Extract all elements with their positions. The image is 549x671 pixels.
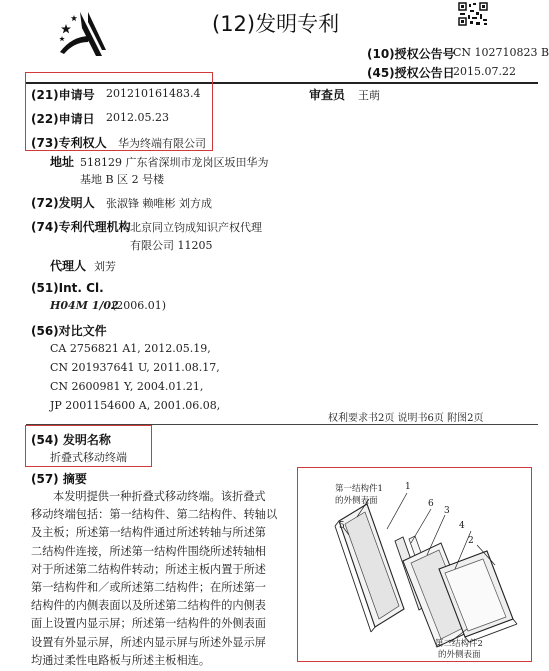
figure-callout-top-1: 第一结构件1 [335,484,383,494]
cited-ref-4: JP 2001154600 A, 2001.06.08, [50,399,221,412]
abstract-line: 面上设置内显示屏；所述第一结构件的外侧表面 [31,617,266,631]
figure-callout-bottom-2: 的外侧表面 [438,650,481,660]
address-line-1: 518129 广东省深圳市龙岗区坂田华为 [80,156,269,169]
document-title: (12)发明专利 [212,12,340,36]
abstract-line: 及主板；所述第一结构件通过所述转轴与所述第 [31,526,266,540]
figure-number-1: 1 [405,482,411,492]
abstract-line: 二结构件连接，所述第一结构件围绕所述转轴相 [31,544,266,558]
agency-line-2: 有限公司 11205 [130,239,213,252]
abstract-text [31,488,293,670]
app-date-label: (22)申请日 [31,112,95,126]
figure-callout-top-2: 的外侧表面 [335,496,378,506]
examiner-label: 审查员 [309,88,346,102]
agent-label: 代理人 [50,259,87,273]
pub-date-label: (45)授权公告日 [367,66,455,80]
agent-value: 刘芳 [94,260,116,273]
figure-callout-bottom-1: 第二结构件2 [435,639,483,649]
folding-terminal-figure [299,469,530,660]
cited-label: (56)对比文件 [31,324,107,338]
abstract-label: (57) 摘要 [31,472,87,486]
app-no-value: 201210161483.4 [106,87,201,100]
figure-number-3: 3 [444,506,450,516]
app-date-value: 2012.05.23 [106,111,169,124]
cited-ref-2: CN 201937641 U, 2011.08.17, [50,361,220,374]
app-no-label: (21)申请号 [31,88,95,102]
address-line-2: 基地 B 区 2 号楼 [80,173,165,186]
pub-date-value: 2015.07.22 [453,65,516,78]
abstract-line: 均通过柔性电路板与所述主板相连。 [31,653,211,667]
abstract-line: 对于所述第二结构件转动；所述主板内置于所述 [31,562,266,576]
agency-line-1: 北京同立钧成知识产权代理 [130,221,262,234]
address-label: 地址 [50,155,75,169]
abstract-line: 设置有外显示屏，所述内显示屏与所述外显示屏 [31,635,266,649]
patentee-value: 华为终端有限公司 [118,137,206,150]
abstract-line: 结构件的内侧表面以及所述第二结构件的内侧表 [31,599,266,613]
qr-code [458,2,488,26]
cited-ref-3: CN 2600981 Y, 2004.01.21, [50,380,204,393]
examiner-value: 王萌 [358,89,380,102]
invention-title-value: 折叠式移动终端 [50,451,127,464]
pages-info: 权利要求书2页 说明书6页 附图2页 [328,413,484,424]
figure-number-6: 6 [428,499,434,509]
abstract-line: 移动终端包括：第一结构件、第二结构件、转轴以 [31,508,278,522]
figure-number-2: 2 [468,536,474,546]
intcl-version: (2006.01) [112,299,167,312]
cited-ref-1: CA 2756821 A1, 2012.05.19, [50,342,211,355]
figure-number-4: 4 [459,521,465,531]
intcl-label: (51)Int. Cl. [31,281,104,295]
inventor-label: (72)发明人 [31,196,95,210]
abstract-line: 本发明提供一种折叠式移动终端。该折叠式 [53,490,266,503]
pub-no-label: (10)授权公告号 [367,47,455,61]
figure-number-5: 5 [339,521,345,531]
pub-no-value: CN 102710823 B [453,46,549,59]
abstract-line: 第一结构件和／或所述第二结构件；在所述第一 [31,581,266,595]
patent-office-logo [58,6,108,58]
patentee-label: (73)专利权人 [31,136,107,150]
intcl-code: H04M 1/02 [50,299,119,312]
invention-title-label: (54) 发明名称 [31,433,111,447]
inventors-value: 张淑锋 赖唯彬 刘方成 [106,197,212,210]
agency-label: (74)专利代理机构 [31,220,131,234]
